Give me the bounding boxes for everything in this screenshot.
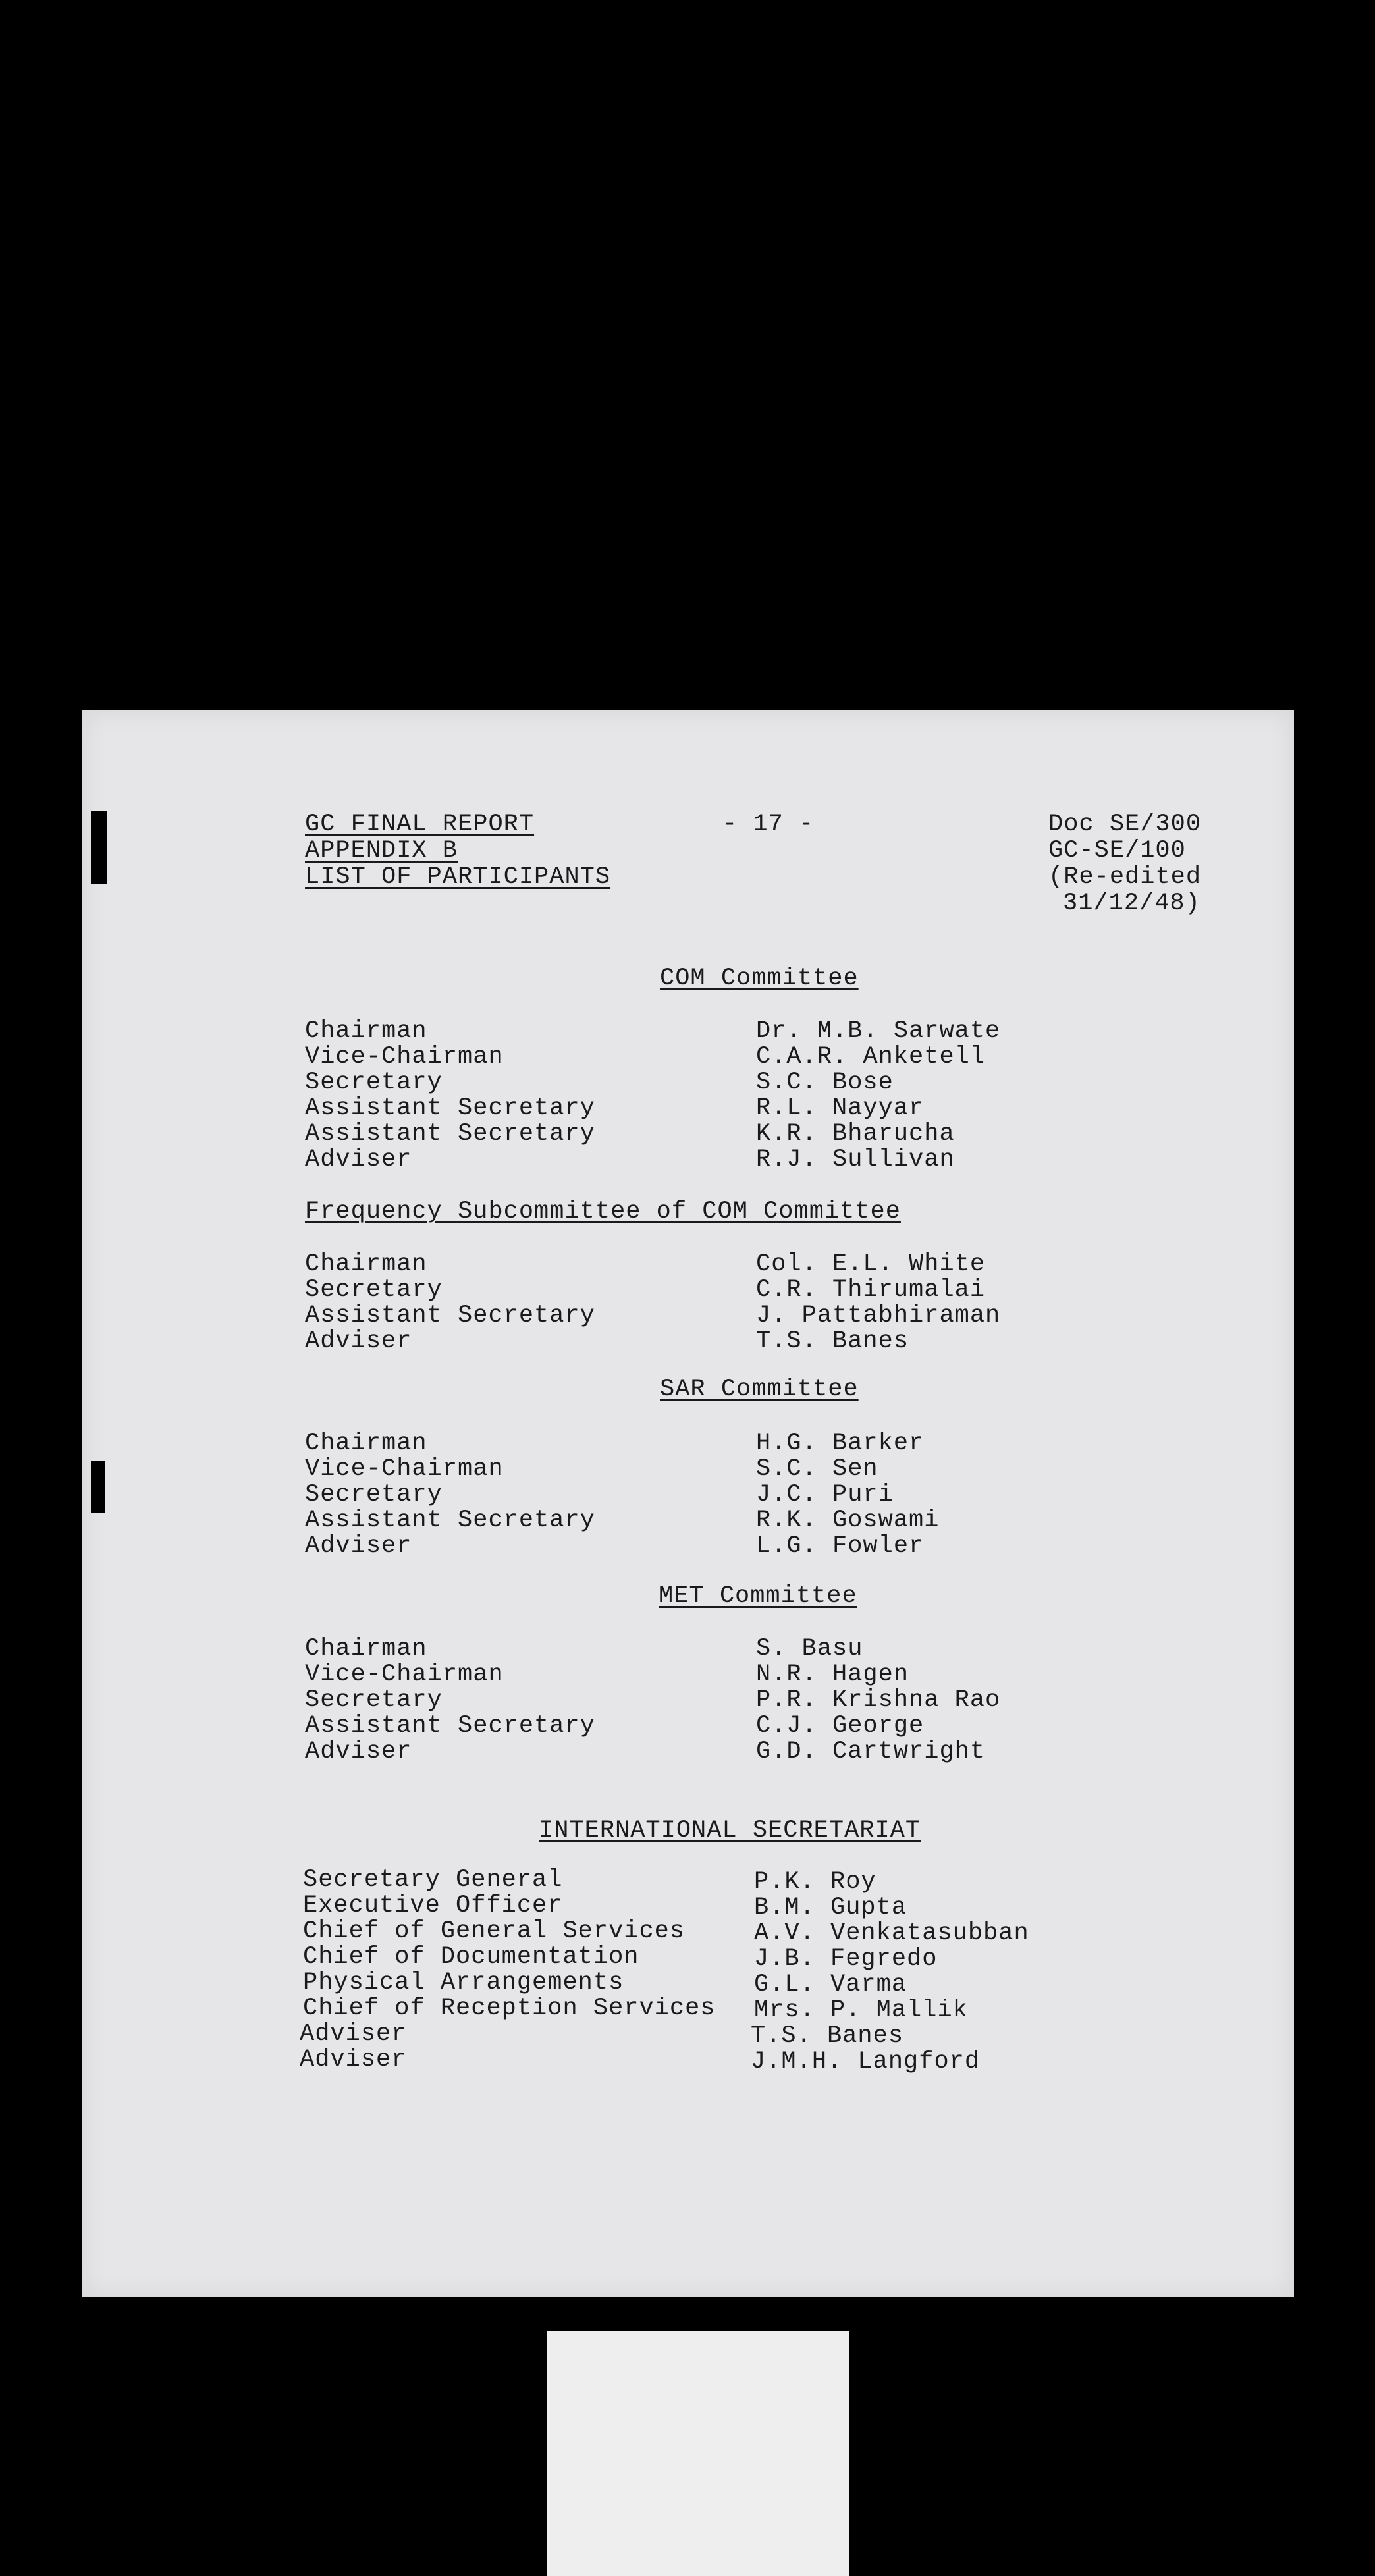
participant-name: Mrs. P. Mallik bbox=[754, 1997, 968, 2024]
role-label: Secretary bbox=[305, 1276, 443, 1304]
role-label: Vice-Chairman bbox=[305, 1661, 504, 1688]
participant-name: J. Pattabhiraman bbox=[756, 1302, 1001, 1329]
participant-name: T.S. Banes bbox=[756, 1328, 909, 1355]
participant-name: R.J. Sullivan bbox=[756, 1146, 955, 1173]
role-label: Assistant Secretary bbox=[305, 1712, 595, 1740]
participant-name: G.L. Varma bbox=[754, 1971, 907, 1999]
role-label: Secretary bbox=[305, 1481, 443, 1509]
role-label: Vice-Chairman bbox=[305, 1455, 504, 1483]
role-label: Assistant Secretary bbox=[305, 1507, 595, 1534]
section-heading: MET Committee bbox=[659, 1582, 857, 1610]
participant-name: P.R. Krishna Rao bbox=[756, 1686, 1001, 1714]
list-title: LIST OF PARTICIPANTS bbox=[305, 863, 611, 891]
participant-name: J.B. Fegredo bbox=[754, 1945, 938, 1973]
report-title: GC FINAL REPORT bbox=[305, 811, 535, 838]
participant-name: H.G. Barker bbox=[756, 1430, 925, 1457]
role-label: Chairman bbox=[305, 1635, 427, 1663]
participant-name: S. Basu bbox=[756, 1635, 863, 1663]
participant-name: A.V. Venkatasubban bbox=[754, 1919, 1029, 1947]
participant-name: N.R. Hagen bbox=[756, 1661, 909, 1688]
participant-name: S.C. Bose bbox=[756, 1069, 894, 1096]
participant-name: R.K. Goswami bbox=[756, 1507, 940, 1534]
role-label: Adviser bbox=[300, 2020, 407, 2048]
role-label: Chief of Reception Services bbox=[303, 1995, 716, 2022]
participant-name: C.J. George bbox=[756, 1712, 925, 1740]
role-label: Adviser bbox=[305, 1146, 412, 1173]
microfilm-tab bbox=[547, 2331, 849, 2576]
participant-name: P.K. Roy bbox=[754, 1868, 876, 1896]
participant-name: K.R. Bharucha bbox=[756, 1120, 955, 1148]
role-label: Adviser bbox=[300, 2046, 407, 2074]
role-label: Adviser bbox=[305, 1532, 412, 1560]
participant-name: C.R. Thirumalai bbox=[756, 1276, 986, 1304]
role-label: Secretary bbox=[305, 1069, 443, 1096]
section-heading: Frequency Subcommittee of COM Committee bbox=[305, 1198, 901, 1225]
role-label: Executive Officer bbox=[303, 1892, 563, 1919]
participant-name: C.A.R. Anketell bbox=[756, 1043, 986, 1071]
role-label: Assistant Secretary bbox=[305, 1120, 595, 1148]
participant-name: G.D. Cartwright bbox=[756, 1738, 986, 1765]
role-label: Secretary bbox=[305, 1686, 443, 1714]
edge-mark bbox=[91, 811, 107, 884]
role-label: Secretary General bbox=[303, 1866, 563, 1894]
participant-name: T.S. Banes bbox=[751, 2022, 904, 2050]
participant-name: L.G. Fowler bbox=[756, 1532, 925, 1560]
participant-name: J.C. Puri bbox=[756, 1481, 894, 1509]
participant-name: J.M.H. Langford bbox=[751, 2048, 981, 2076]
participant-name: Col. E.L. White bbox=[756, 1250, 986, 1278]
role-label: Assistant Secretary bbox=[305, 1094, 595, 1122]
section-heading: INTERNATIONAL SECRETARIAT bbox=[539, 1817, 921, 1844]
participant-name: R.L. Nayyar bbox=[756, 1094, 925, 1122]
participant-name: Dr. M.B. Sarwate bbox=[756, 1017, 1001, 1045]
role-label: Chief of General Services bbox=[303, 1918, 686, 1945]
doc-reference: 31/12/48) bbox=[1063, 890, 1200, 917]
role-label: Chairman bbox=[305, 1430, 427, 1457]
doc-reference: Doc SE/300 bbox=[1048, 811, 1202, 838]
doc-reference: GC-SE/100 bbox=[1048, 837, 1186, 865]
document-page bbox=[82, 710, 1294, 2297]
edge-mark bbox=[91, 1461, 105, 1513]
participant-name: B.M. Gupta bbox=[754, 1894, 907, 1921]
role-label: Adviser bbox=[305, 1328, 412, 1355]
section-heading: COM Committee bbox=[660, 965, 859, 992]
participant-name: S.C. Sen bbox=[756, 1455, 878, 1483]
role-label: Chairman bbox=[305, 1250, 427, 1278]
role-label: Physical Arrangements bbox=[303, 1969, 624, 1997]
doc-reference: (Re-edited bbox=[1048, 863, 1202, 891]
section-heading: SAR Committee bbox=[660, 1376, 859, 1403]
appendix-label: APPENDIX B bbox=[305, 837, 458, 865]
role-label: Adviser bbox=[305, 1738, 412, 1765]
role-label: Chief of Documentation bbox=[303, 1943, 639, 1971]
role-label: Chairman bbox=[305, 1017, 427, 1045]
page-number: - 17 - bbox=[722, 811, 815, 838]
role-label: Vice-Chairman bbox=[305, 1043, 504, 1071]
role-label: Assistant Secretary bbox=[305, 1302, 595, 1329]
